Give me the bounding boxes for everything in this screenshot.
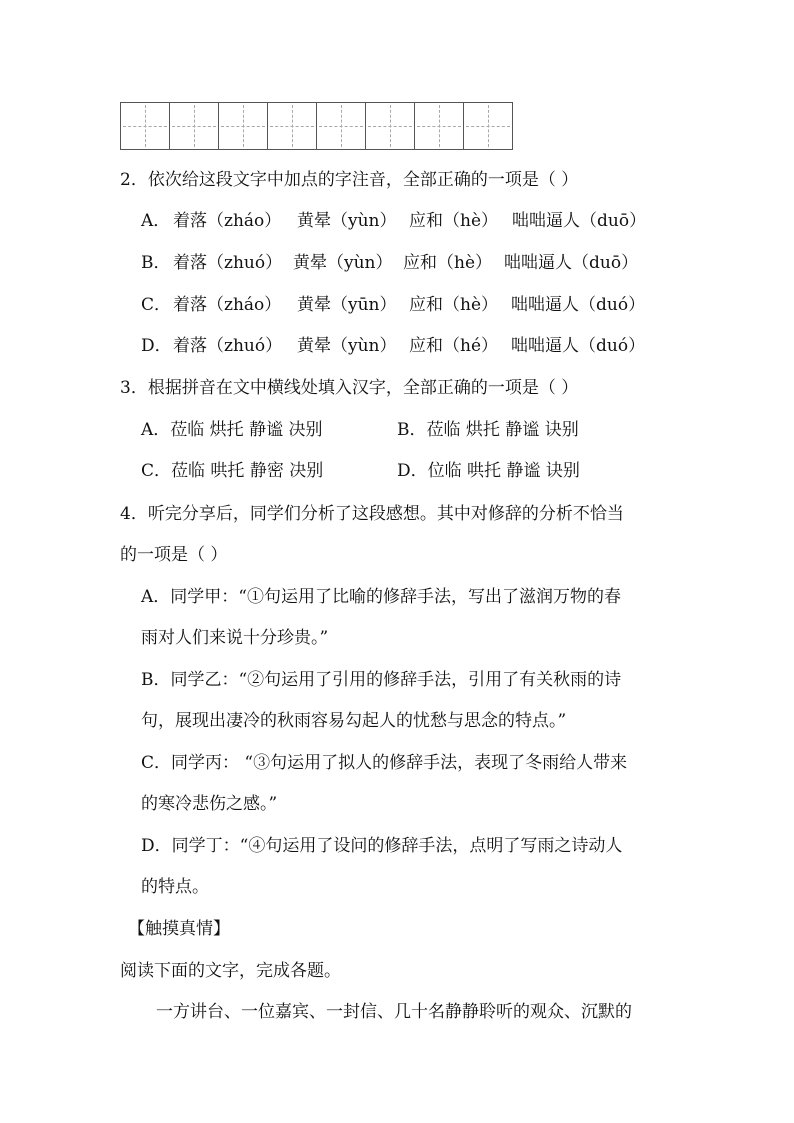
option-word: 黄晕（yùn） [297,211,397,231]
question-3-stem: 3．根据拼音在文中横线处填入汉字，全部正确的一项是（ ） [120,378,579,398]
question-2-option-b[interactable] [141,251,638,275]
grid-cell [463,102,513,150]
option-word: 应和（hè） [409,295,499,315]
option-word: 着落（zhuó） [173,336,283,356]
question-2-option-c[interactable] [141,293,645,317]
option-word: 黄晕（yūn） [297,295,397,315]
question-4-option-a-continued: 雨对人们来说十分珍贵。” [141,628,329,648]
writing-grid [120,102,512,150]
option-word: 应和（hé） [409,336,499,356]
grid-cell [120,102,170,150]
grid-cell [218,102,268,150]
question-4-stem: 4．听完分享后，同学们分析了这段感想。其中对修辞的分析不恰当 [120,504,624,524]
question-4-option-c[interactable]: C．同学丙： “③句运用了拟人的修辞手法，表现了冬雨给人带来 [141,753,628,773]
question-2-option-d[interactable] [141,334,645,358]
option-word: 咄咄逼人（duō） [504,253,639,273]
option-word: 应和（hè） [403,253,493,273]
question-3-option-b[interactable]: B．莅临 烘托 静谧 诀别 [397,420,579,440]
option-word: 着落（zháo） [173,211,282,231]
question-4-option-d[interactable]: D．同学丁：“④句运用了设问的修辞手法，点明了写雨之诗动人 [141,836,623,856]
option-word: 黄晕（yùn） [293,253,393,273]
option-word: 咄咄逼人（duó） [511,295,646,315]
question-4-option-b[interactable]: B．同学乙：“②句运用了引用的修辞手法，引用了有关秋雨的诗 [141,670,622,690]
question-3-option-a[interactable]: A．莅临 烘托 静谧 决别 [141,420,323,440]
section-heading: 【触摸真情】 [128,919,230,939]
question-4-stem-continued: 的一项是（ ） [120,545,228,565]
option-letter: A． [141,211,171,231]
option-word: 黄晕（yùn） [297,336,397,356]
question-3-option-d[interactable]: D．位临 哄托 静谧 诀别 [397,461,580,481]
grid-cell [169,102,219,150]
option-letter: D． [141,336,172,356]
question-2-option-a[interactable] [141,209,646,233]
question-3-option-c[interactable]: C．莅临 哄托 静密 决别 [141,461,324,481]
question-4-option-a[interactable]: A．同学甲：“①句运用了比喻的修辞手法，写出了滋润万物的春 [141,587,621,607]
question-4-option-c-continued: 的寒冷悲伤之感。” [141,794,278,814]
question-2-stem: 2．依次给这段文字中加点的字注音，全部正确的一项是（ ） [120,170,579,190]
passage-text: 一方讲台、一位嘉宾、一封信、几十名静静聆听的观众、沉默的 [156,1002,632,1022]
option-word: 应和（hè） [409,211,499,231]
option-word: 咄咄逼人（duō） [512,211,647,231]
grid-cell [267,102,317,150]
option-letter: B． [141,253,171,273]
grid-cell [414,102,464,150]
option-word: 咄咄逼人（duó） [511,336,646,356]
option-word: 着落（zhuó） [173,253,283,273]
reading-instruction: 阅读下面的文字，完成各题。 [120,961,341,981]
grid-cell [365,102,415,150]
grid-cell [316,102,366,150]
option-word: 着落（zháo） [173,295,282,315]
option-letter: C． [141,295,172,315]
question-4-option-b-continued: 句，展现出凄冷的秋雨容易勾起人的忧愁与思念的特点。” [141,711,567,731]
question-4-option-d-continued: 的特点。 [141,877,209,897]
